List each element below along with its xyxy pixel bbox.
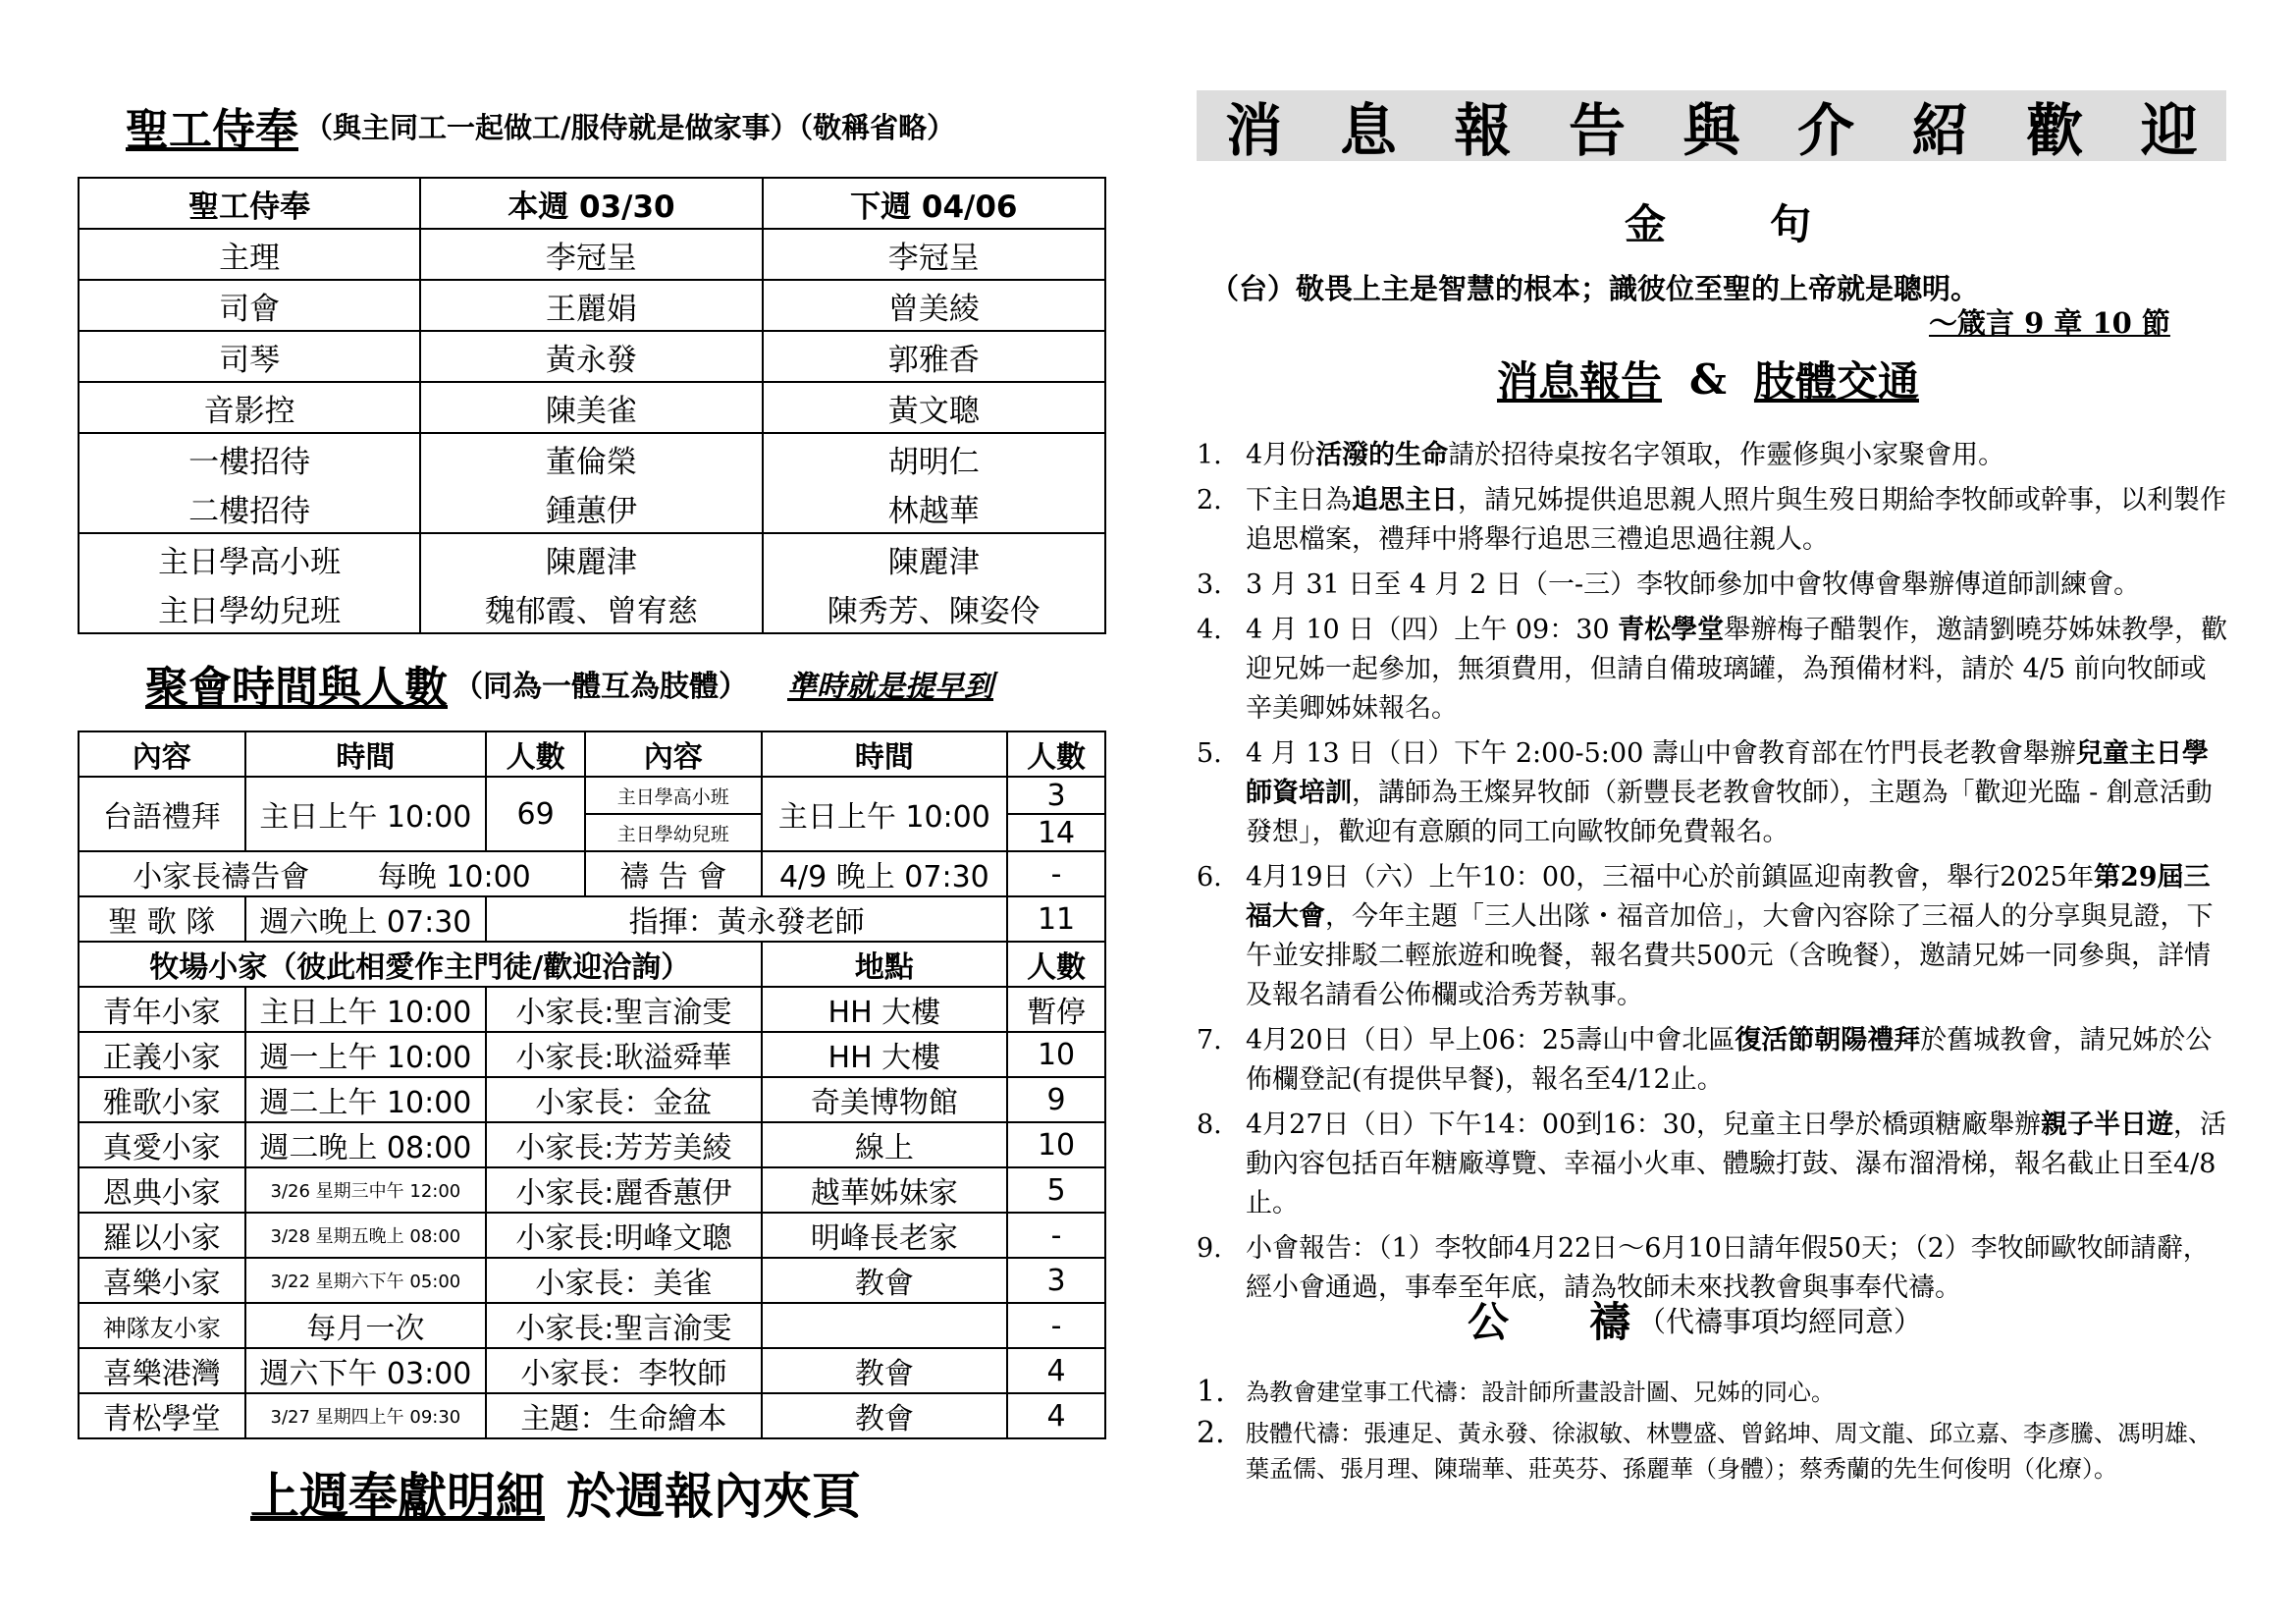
this-week-cell: 魏郁霞、曾宥慈 (420, 583, 762, 633)
group-time: 週二晚上 08:00 (245, 1122, 487, 1167)
next-week-cell: 林越華 (763, 483, 1105, 533)
news-highlight: 復活節朝陽禮拜 (1735, 1025, 1921, 1056)
group-place (762, 1303, 1008, 1348)
banner-char: 與 (1682, 97, 1740, 164)
sunday-school-kids-count: 14 (1007, 814, 1105, 851)
news-list (1197, 436, 2232, 1314)
news-item (1197, 858, 2232, 1015)
group-leader: 小家長:耿溢舜華 (486, 1032, 761, 1077)
group-leader: 小家長:聖言渝雯 (486, 987, 761, 1032)
news-text: 舉辦梅子醋製作，邀請劉曉芬姊妹教學，歡迎兄姊一起參加，無須費用，但請自備玻璃罐，為預備材料，請於 4/5 前向牧師或辛美卿姊妹報名。 (1246, 615, 2228, 724)
choir-leader: 指揮：黃永發老師 (486, 896, 1007, 942)
table-header-row (79, 731, 1105, 777)
next-week-cell: 陳麗津 (763, 533, 1105, 583)
news-number: 2. (1197, 485, 1222, 515)
banner-char: 報 (1454, 97, 1512, 164)
table-row (79, 1258, 1105, 1303)
prayer-count: - (1007, 851, 1105, 896)
news-text: 請於招待桌按名字領取，作靈修與小家聚會用。 (1448, 440, 2005, 470)
news-text: 於舊城教會，請兄姊於公佈欄登記(有提供早餐)，報名至4/12止。 (1246, 1025, 2213, 1095)
group-time: 每月一次 (245, 1303, 487, 1348)
news-highlight: 親子半日遊 (2040, 1110, 2173, 1140)
prayer-time: 4/9 晚上 07:30 (762, 851, 1008, 896)
news-text: 3 月 31 日至 4 月 2 日（一-三）李牧師參加中會牧傳會舉辦傳道師訓練會。 (1246, 569, 2141, 600)
news-text: 4月27日（日）下午14：00到16：30，兒童主日學於橋頭糖廠舉辦 (1246, 1110, 2041, 1140)
col-header: 時間 (245, 731, 487, 777)
table-row (79, 280, 1105, 331)
group-place: 教會 (762, 1393, 1008, 1438)
group-time: 週二上午 10:00 (245, 1077, 487, 1122)
group-leader: 小家長：李牧師 (486, 1348, 761, 1393)
group-count: 4 (1007, 1393, 1105, 1438)
table-row (79, 229, 1105, 280)
col-header: 時間 (762, 731, 1008, 777)
group-count: 3 (1007, 1258, 1105, 1303)
table-row (79, 1348, 1105, 1393)
offering-heading (250, 1457, 861, 1528)
table-header-row (79, 178, 1105, 229)
worship-count: 69 (486, 777, 585, 851)
col-header: 內容 (79, 731, 245, 777)
sunday-school-upper-count: 3 (1007, 777, 1105, 814)
banner-char: 歡 (2026, 97, 2084, 164)
group-leader: 主題：生命繪本 (486, 1393, 761, 1438)
prayer-number: 1. (1197, 1375, 1225, 1409)
meeting-subtitle: （同為一體互為肢體） (454, 670, 748, 704)
news-item (1197, 611, 2232, 729)
news-text: 下主日為 (1246, 485, 1352, 515)
this-week-cell: 陳美雀 (420, 382, 762, 433)
prayer-name: 禱 告 會 (585, 851, 762, 896)
role-cell: 司琴 (79, 331, 420, 382)
meeting-title: 聚會時間與人數 (145, 663, 448, 713)
service-heading (126, 94, 955, 157)
sunday-school-time: 主日上午 10:00 (762, 777, 1008, 851)
group-place: 奇美博物館 (762, 1077, 1008, 1122)
table-row (79, 1213, 1105, 1258)
table-row (79, 1393, 1105, 1438)
role-cell: 音影控 (79, 382, 420, 433)
col-header: 聖工侍奉 (79, 178, 420, 229)
table-row (79, 896, 1105, 942)
this-week-cell: 鍾蕙伊 (420, 483, 762, 533)
sunday-school-kids: 主日學幼兒班 (585, 814, 762, 851)
col-header: 內容 (585, 731, 762, 777)
table-header-row (79, 942, 1105, 987)
table-row (79, 777, 1105, 814)
this-week-cell: 黃永發 (420, 331, 762, 382)
this-week-cell: 李冠呈 (420, 229, 762, 280)
group-place: 教會 (762, 1258, 1008, 1303)
group-time: 3/28 星期五晚上 08:00 (245, 1213, 487, 1258)
prayer-list (1197, 1375, 2232, 1492)
news-highlight: 兒童主日學師資培訓 (1246, 738, 2209, 808)
prayer-item (1197, 1375, 2232, 1410)
group-place: 明峰長老家 (762, 1213, 1008, 1258)
table-row (79, 1122, 1105, 1167)
group-count: 9 (1007, 1077, 1105, 1122)
group-time: 週一上午 10:00 (245, 1032, 487, 1077)
service-subtitle: （與主同工一起做工/服侍就是做家事）（敬稱省略） (304, 110, 956, 144)
news-item (1197, 1106, 2232, 1223)
table-row (79, 331, 1105, 382)
service-table (78, 177, 1106, 634)
group-leader: 小家長：金盆 (486, 1077, 761, 1122)
news-number: 9. (1197, 1233, 1222, 1264)
next-week-cell: 李冠呈 (763, 229, 1105, 280)
news-text: ，請兄姊提供追思親人照片與生歿日期給李牧師或幹事，以利製作追思檔案，禮拜中將舉行追思三禮追思過往親人。 (1246, 485, 2226, 555)
next-week-cell: 曾美綾 (763, 280, 1105, 331)
place-header: 地點 (762, 942, 1008, 987)
banner-char: 紹 (1911, 97, 1969, 164)
group-name: 羅以小家 (79, 1213, 245, 1258)
banner-char: 消 (1225, 97, 1283, 164)
col-header: 本週 03/30 (420, 178, 762, 229)
news-text: 4月份 (1246, 440, 1316, 470)
table-row (79, 382, 1105, 433)
news-title-2: 肢體交通 (1753, 357, 1919, 406)
group-time: 3/26 星期三中午 12:00 (245, 1167, 487, 1213)
meeting-motto: 準時就是提早到 (787, 670, 993, 704)
group-count: 5 (1007, 1167, 1105, 1213)
group-time: 週六下午 03:00 (245, 1348, 487, 1393)
role-cell: 二樓招待 (79, 483, 420, 533)
role-cell: 一樓招待 (79, 433, 420, 483)
group-count: - (1007, 1303, 1105, 1348)
table-row (79, 1077, 1105, 1122)
offering-note: 於週報內夾頁 (566, 1467, 861, 1525)
verse-text: （台）敬畏上主是智慧的根本；識彼位至聖的上帝就是聰明。 (1210, 272, 1980, 305)
verse-reference: ～箴言 9 章 10 節 (1929, 306, 2170, 340)
news-heading (1497, 350, 1919, 408)
table-row (79, 583, 1105, 633)
news-text: 4 月 13 日（日）下午 2:00-5:00 壽山中會教育部在竹門長老教會舉辦 (1246, 738, 2076, 769)
prayer-heading (1463, 1294, 1922, 1345)
role-cell: 主理 (79, 229, 420, 280)
table-row (79, 987, 1105, 1032)
col-header: 人數 (486, 731, 585, 777)
news-number: 5. (1197, 738, 1222, 769)
group-time: 主日上午 10:00 (245, 987, 487, 1032)
count-header: 人數 (1007, 942, 1105, 987)
group-time: 3/22 星期六下午 05:00 (245, 1258, 487, 1303)
prayer-title-char: 公 (1463, 1294, 1514, 1345)
prayer-title-char: 禱 (1584, 1294, 1635, 1345)
announcement-banner (1197, 90, 2226, 164)
group-leader: 小家長:芳芳美綾 (486, 1122, 761, 1167)
news-text: 4月19日（六）上午10：00，三福中心於前鎮區迎南教會，舉行2025年 (1246, 862, 2094, 893)
sunday-school-upper: 主日學高小班 (585, 777, 762, 814)
news-title: 消息報告 (1497, 357, 1663, 406)
news-item (1197, 436, 2232, 475)
this-week-cell: 王麗娟 (420, 280, 762, 331)
verse-title-char: 金 (1620, 196, 1671, 247)
news-text: 4月20日（日）早上06：25壽山中會北區 (1246, 1025, 1735, 1056)
group-count: 4 (1007, 1348, 1105, 1393)
meeting-table (78, 731, 1106, 1439)
group-name: 青松學堂 (79, 1393, 245, 1438)
group-place: 越華姊妹家 (762, 1167, 1008, 1213)
groups-body (79, 987, 1105, 1438)
group-place: HH 大樓 (762, 987, 1008, 1032)
role-cell: 司會 (79, 280, 420, 331)
table-row (79, 533, 1105, 583)
offering-title: 上週奉獻明細 (250, 1467, 545, 1525)
group-leader: 小家長：美雀 (486, 1258, 761, 1303)
group-name: 恩典小家 (79, 1167, 245, 1213)
news-item (1197, 481, 2232, 560)
table-row (79, 1032, 1105, 1077)
news-text: ，活動內容包括百年糖廠導覽、幸福小火車、體驗打鼓、瀑布溜滑梯，報名截止日至4/8止。 (1246, 1110, 2226, 1218)
prayer-item (1197, 1416, 2232, 1487)
table-row (79, 483, 1105, 533)
next-week-cell: 陳秀芳、陳姿伶 (763, 583, 1105, 633)
banner-char: 迎 (2140, 97, 2198, 164)
col-header: 下週 04/06 (763, 178, 1105, 229)
banner-char: 告 (1568, 97, 1626, 164)
prayer-number: 2. (1197, 1416, 1225, 1450)
news-amp: & (1689, 354, 1727, 404)
group-place: HH 大樓 (762, 1032, 1008, 1077)
news-highlight: 青松學堂 (1618, 615, 1725, 645)
prayer-text: 肢體代禱：張連足、黃永發、徐淑敏、林豐盛、曾銘坤、周文龍、邱立嘉、李彥騰、馮明雄、葉孟儒、張月理、陳瑞華、莊英芬、孫麗華（身體）；蔡秀蘭的先生何俊明（化療）。 (1246, 1420, 2212, 1483)
group-count: 10 (1007, 1122, 1105, 1167)
group-name: 喜樂小家 (79, 1258, 245, 1303)
choir-name: 聖 歌 隊 (79, 896, 245, 942)
this-week-cell: 陳麗津 (420, 533, 762, 583)
this-week-cell: 董倫榮 (420, 433, 762, 483)
group-name: 雅歌小家 (79, 1077, 245, 1122)
group-count: - (1007, 1213, 1105, 1258)
news-text: 4 月 10 日（四）上午 09：30 (1246, 615, 1619, 645)
prayer-meeting-time: 每晚 10:00 (377, 860, 531, 894)
news-item (1197, 1021, 2232, 1100)
group-place: 線上 (762, 1122, 1008, 1167)
banner-char: 息 (1339, 97, 1397, 164)
group-name: 神隊友小家 (79, 1303, 245, 1348)
meeting-heading (145, 652, 993, 715)
worship-name: 台語禮拜 (79, 777, 245, 851)
news-item (1197, 734, 2232, 852)
role-cell: 主日學幼兒班 (79, 583, 420, 633)
verse-title-char: 句 (1765, 196, 1816, 247)
service-title: 聖工侍奉 (126, 105, 298, 155)
group-leader: 小家長:麗香蕙伊 (486, 1167, 761, 1213)
next-week-cell: 郭雅香 (763, 331, 1105, 382)
col-header: 人數 (1007, 731, 1105, 777)
group-place: 教會 (762, 1348, 1008, 1393)
group-count: 10 (1007, 1032, 1105, 1077)
verse-heading (1620, 196, 1812, 247)
news-number: 4. (1197, 615, 1222, 645)
banner-char: 介 (1797, 97, 1855, 164)
choir-time: 週六晚上 07:30 (245, 896, 487, 942)
group-time: 3/27 星期四上午 09:30 (245, 1393, 487, 1438)
news-text: 小會報告：（1）李牧師4月22日～6月10日請年假50天；（2）李牧師歐牧師請辭，經小會通過，事奉至年底，請為牧師未來找教會與事奉代禱。 (1246, 1233, 2210, 1303)
table-row (79, 433, 1105, 483)
news-number: 3. (1197, 569, 1222, 600)
group-leader: 小家長:聖言渝雯 (486, 1303, 761, 1348)
next-week-cell: 胡明仁 (763, 433, 1105, 483)
group-name: 喜樂港灣 (79, 1348, 245, 1393)
group-name: 正義小家 (79, 1032, 245, 1077)
table-row (79, 851, 1105, 896)
prayer-meeting-name: 小家長禱告會 (133, 860, 310, 894)
group-leader: 小家長:明峰文聰 (486, 1213, 761, 1258)
group-name: 真愛小家 (79, 1122, 245, 1167)
news-highlight: 活潑的生命 (1315, 440, 1449, 470)
prayer-meeting-cell (79, 851, 585, 896)
table-row (79, 1303, 1105, 1348)
choir-count: 11 (1007, 896, 1105, 942)
table-row (79, 1167, 1105, 1213)
news-item (1197, 566, 2232, 605)
news-number: 8. (1197, 1110, 1222, 1140)
news-text: ，今年主題「三人出隊・福音加倍」，大會內容除了三福人的分享與見證，下午並安排駁二輕旅遊和晚餐，報名費共500元（含晚餐），邀請兄姊一同參與，詳情及報名請看公佈欄或洽秀芳執事。 (1246, 901, 2214, 1010)
group-name: 青年小家 (79, 987, 245, 1032)
role-cell: 主日學高小班 (79, 533, 420, 583)
prayer-text: 為教會建堂事工代禱：設計師所畫設計圖、兄姊的同心。 (1246, 1379, 1835, 1406)
worship-time: 主日上午 10:00 (245, 777, 487, 851)
news-text: ，講師為王燦昇牧師（新豐長老教會牧師），主題為「歡迎光臨 - 創意活動發想」，歡迎有意願的同工向歐牧師免費報名。 (1246, 778, 2213, 847)
group-count: 暫停 (1007, 987, 1105, 1032)
news-number: 7. (1197, 1025, 1222, 1056)
news-highlight: 第29屆三福大會 (1246, 862, 2211, 932)
next-week-cell: 黃文聰 (763, 382, 1105, 433)
news-number: 6. (1197, 862, 1222, 893)
prayer-subtitle: （代禱事項均經同意） (1637, 1304, 1923, 1338)
news-highlight: 追思主日 (1352, 485, 1458, 515)
group-header: 牧場小家（彼此相愛作主門徒/歡迎洽詢） (79, 942, 762, 987)
news-number: 1. (1197, 440, 1222, 470)
